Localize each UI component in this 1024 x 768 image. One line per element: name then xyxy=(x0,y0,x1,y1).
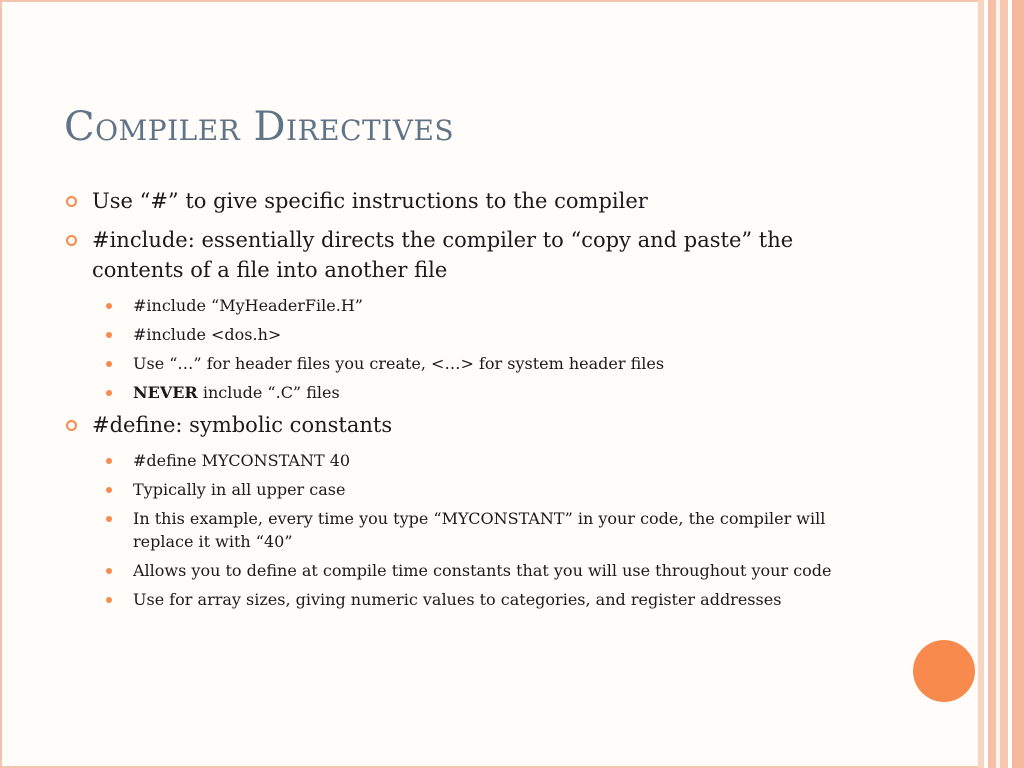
dot-bullet-icon xyxy=(106,332,112,338)
decorative-stripes xyxy=(978,0,1024,768)
ring-bullet-icon xyxy=(66,196,77,207)
slide-frame-left xyxy=(0,0,2,768)
bullet-item xyxy=(64,186,884,216)
sub-bullet-text: In this example, every time you type “MYCONSTANT” in your code, the compiler will replace it with “40” xyxy=(133,509,826,551)
bullet-item xyxy=(64,410,884,440)
slide-title: Compiler Directives xyxy=(64,104,455,150)
sub-bullet-item xyxy=(64,294,884,317)
decorative-circle xyxy=(913,640,975,702)
sub-bullet-item xyxy=(64,588,884,611)
ring-bullet-icon xyxy=(66,235,77,246)
sub-bullet-text: Use “…” for header files you create, <…> for system header files xyxy=(133,354,665,373)
sub-bullet-list xyxy=(64,294,884,404)
bullet-text: #define: symbolic constants xyxy=(92,413,393,437)
dot-bullet-icon xyxy=(106,390,112,396)
sub-bullet-text: #include “MyHeaderFile.H” xyxy=(133,296,363,315)
dot-bullet-icon xyxy=(106,568,112,574)
bullet-text: #include: essentially directs the compiler to “copy and paste” the contents of a file into another file xyxy=(92,228,794,282)
sub-bullet-item xyxy=(64,323,884,346)
dot-bullet-icon xyxy=(106,458,112,464)
dot-bullet-icon xyxy=(106,597,112,603)
bullet-text: Use “#” to give specific instructions to the compiler xyxy=(92,189,648,213)
sub-bullet-list xyxy=(64,449,884,611)
emphasis-text: NEVER xyxy=(133,383,198,402)
sub-bullet-text: Typically in all upper case xyxy=(133,480,346,499)
sub-bullet-item xyxy=(64,559,884,582)
sub-bullet-item xyxy=(64,352,884,375)
bullet-item xyxy=(64,225,884,285)
sub-bullet-text: #define MYCONSTANT 40 xyxy=(133,451,351,470)
ring-bullet-icon xyxy=(66,420,77,431)
sub-bullet-text: include “.C” files xyxy=(197,383,340,402)
dot-bullet-icon xyxy=(106,487,112,493)
sub-bullet-text: Use for array sizes, giving numeric values to categories, and register addresses xyxy=(133,590,782,609)
slide-frame-top xyxy=(0,0,1024,2)
sub-bullet-item xyxy=(64,449,884,472)
bullet-list xyxy=(64,186,884,617)
sub-bullet-item xyxy=(64,381,884,404)
dot-bullet-icon xyxy=(106,516,112,522)
sub-bullet-item xyxy=(64,507,884,553)
sub-bullet-text: Allows you to define at compile time constants that you will use throughout your code xyxy=(133,561,832,580)
sub-bullet-text: #include <dos.h> xyxy=(133,325,282,344)
dot-bullet-icon xyxy=(106,361,112,367)
sub-bullet-item xyxy=(64,478,884,501)
dot-bullet-icon xyxy=(106,303,112,309)
